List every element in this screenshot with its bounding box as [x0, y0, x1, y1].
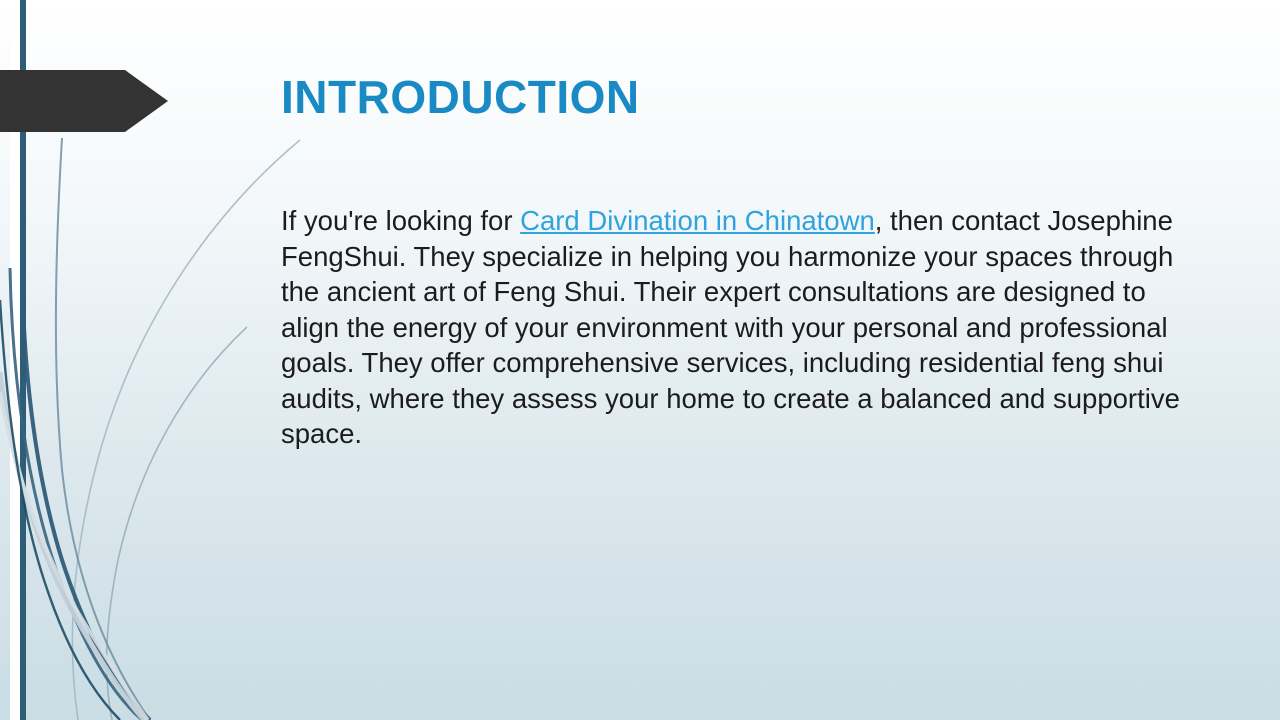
- page-title: INTRODUCTION: [281, 71, 640, 123]
- body-text-before-link: If you're looking for: [281, 205, 521, 236]
- body-paragraph: [281, 203, 1191, 452]
- card-divination-link[interactable]: Card Divination in Chinatown: [520, 205, 875, 236]
- arrow-banner-decoration: [0, 70, 168, 132]
- body-text-after-link: , then contact Josephine FengShui. They specialize in helping you harmonize your spaces through the ancient art of Feng Shui. Their expert consultations are designed to align the energy of your environment with your personal and professional goals. They offer comprehensive services, including residential feng shui audits, where they assess your home to create a balanced and supportive space.: [281, 205, 1180, 449]
